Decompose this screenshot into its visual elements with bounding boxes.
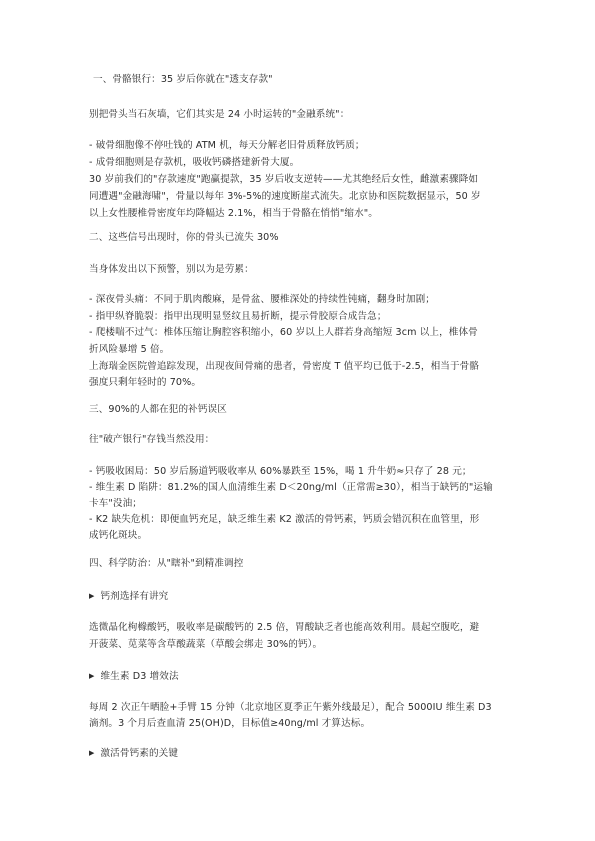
section-2-line-4: 折风险暴增 5 倍。 — [89, 344, 170, 355]
subsection-osteocalcin-label: 激活骨钙素的关键 — [100, 748, 179, 759]
section-1-para-line-1: 30 岁前我们的"存款速度"跑赢提款，35 岁后收支逆转——尤其绝经后女性，雌激素骤降如 — [89, 174, 479, 185]
section-1-intro: 别把骨头当石灰墙，它们其实是 24 小时运转的"金融系统"： — [89, 109, 350, 120]
section-1-heading: 一、骨骼银行：35 岁后你就在"透支存款" — [93, 74, 273, 85]
section-1-bullet-1: - 破骨细胞像不停吐钱的 ATM 机，每天分解老旧骨质释放钙质； — [89, 140, 365, 151]
section-2-line-1: - 深夜骨头痛：不同于肌肉酸麻，是骨盆、腰椎深处的持续性钝痛，翻身时加剧； — [89, 294, 435, 305]
subsection-calcium-title — [89, 589, 168, 603]
section-2-line-2: - 指甲纵脊脆裂：指甲出现明显竖纹且易折断，提示骨胶原合成告急； — [89, 311, 387, 322]
section-2-heading: 二、这些信号出现时，你的骨头已流失 30% — [89, 232, 279, 243]
section-4-heading: 四、科学防治：从"瞎补"到精准调控 — [89, 558, 244, 569]
subsection-vitd3-line-1: 每周 2 次正午晒脸+手臂 15 分钟（北京地区夏季正午紫外线最足），配合 5000IU 维生素 D3 — [89, 702, 492, 713]
subsection-osteocalcin-title — [89, 746, 178, 760]
section-3-line-4: - K2 缺失危机：即便血钙充足，缺乏维生素 K2 激活的骨钙素，钙质会错沉积在血管里，形 — [89, 514, 480, 525]
section-1-para-line-3: 以上女性腰椎骨密度年均降幅达 2.1%，相当于骨骼在悄悄"缩水"。 — [89, 208, 378, 219]
section-3-intro: 往"破产银行"存钱当然没用： — [89, 434, 215, 445]
subsection-vitd3-label: 维生素 D3 增效法 — [100, 671, 179, 682]
section-3-line-5: 成钙化斑块。 — [89, 530, 148, 541]
section-1-bullet-2: - 成骨细胞则是存款机，吸收钙磷搭建新骨大厦。 — [89, 157, 300, 168]
section-2-intro: 当身体发出以下预警，别以为是劳累： — [89, 264, 254, 275]
section-2-line-6: 强度只剩年轻时的 70%。 — [89, 377, 202, 388]
subsection-calcium-line-2: 开菠菜、苋菜等含草酸蔬菜（草酸会绑走 30%的钙）。 — [89, 639, 323, 650]
subsection-calcium-label: 钙剂选择有讲究 — [100, 591, 169, 602]
section-3-line-2: - 维生素 D 陷阱：81.2%的国人血清维生素 D＜20ng/ml（正常需≥30），相当于缺钙的"运输 — [89, 482, 493, 493]
triangle-right-icon: ▶ — [89, 749, 95, 757]
triangle-right-icon: ▶ — [89, 672, 95, 680]
subsection-calcium-line-1: 选微晶化枸橼酸钙，吸收率是碳酸钙的 2.5 倍，胃酸缺乏者也能高效利用。晨起空腹吃，避 — [89, 622, 480, 633]
subsection-vitd3-line-2: 滴剂。3 个月后查血清 25(OH)D，目标值≥40ng/ml 才算达标。 — [89, 718, 371, 729]
section-3-line-1: - 钙吸收困局：50 岁后肠道钙吸收率从 60%暴跌至 15%，喝 1 升牛奶≈只存了 28 元； — [89, 466, 472, 477]
subsection-vitd3-title — [89, 669, 179, 683]
section-2-line-5: 上海瑞金医院曾追踪发现，出现夜间骨痛的患者，骨密度 T 值平均已低于-2.5，相当于骨骼 — [89, 361, 480, 372]
section-3-line-3: 卡车"没油； — [89, 498, 142, 509]
section-2-line-3: - 爬楼喘不过气：椎体压缩让胸腔容积缩小，60 岁以上人群若身高缩短 3cm 以上，椎体骨 — [89, 327, 478, 338]
section-1-para-line-2: 同遭遇"金融海啸"，骨量以每年 3%-5%的速度断崖式流失。北京协和医院数据显示，50 岁 — [89, 191, 481, 202]
section-3-heading: 三、90%的人都在犯的补钙误区 — [89, 404, 227, 415]
triangle-right-icon: ▶ — [89, 592, 95, 600]
